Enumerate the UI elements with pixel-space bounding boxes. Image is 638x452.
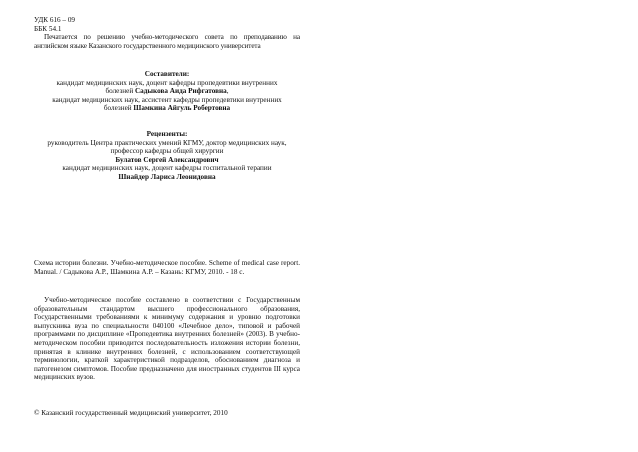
compiler-1-name: Садыкова Аида Рифгатовна [134,87,227,96]
abstract: Учебно-методическое пособие составлено в соответствии с Государственным образовательным стандартом высшего профессионального образования, Государственными требованиями к минимуму содержания и уровню подготовки выпускника вуза по специальности 040100 «Лечебное дело», типовой и рабочей программами по дисциплине «Пропедевтика внутренних болезней» (2003). В учебно-методическом пособии приводится последовательность изложения истории болезни, принятая в клинике внутренних болезней, с использованием соответствующей терминологии, краткой характеристикой подразделов, обоснованием диагноза и патогенезом симптомов. Пособие предназначено для иностранных студентов III курса медицинских вузов. [34,296,300,382]
compiler-1-comma: , [226,87,229,96]
compiler-1-dept-tail: болезней [105,87,135,96]
reviewer-2-position: кандидат медицинских наук, доцент кафедры госпитальной терапии [62,164,272,173]
reviewer-1-name: Булатов Сергей Александрович [115,155,219,164]
compiler-2-position: кандидат медицинских наук, ассистент кафедры пропедевтики внутренних [52,95,282,104]
copyright: © Казанский государственный медицинский университет, 2010 [34,409,228,417]
header-block [34,16,300,50]
compilers-heading: Составители: [144,70,190,78]
compiler-2-name: Шамкина Айгуль Робертовна [133,104,231,113]
compiler-2-dept-tail: болезней [103,104,134,113]
reviewers-heading: Рецензенты: [146,130,188,138]
citation: Схема истории болезни. Учебно-методическое пособие. Scheme of medical case report. Manual. / Садыкова А.Р., Шамкина А.Р. – Казань: КГМУ, 2010. - 18 с. [34,259,300,276]
compilers-block [34,70,300,113]
compiler-2-name-line [34,104,300,113]
bbk-code: ББК 54.1 [34,24,62,33]
reviewer-2-name: Шнайдер Лариса Леонидовна [118,172,216,181]
approval-note: Печатается по решению учебно-методического совета по преподаванию на английском языке Казанского государственного медицинского университета [34,33,300,50]
reviewer-1-position-cont: профессор кафедры общей хирургии [110,147,224,156]
compiler-1-name-line [34,87,300,96]
reviewer-1-position: руководитель Центра практических умений КГМУ, доктор медицинских наук, [47,138,287,147]
reviewers-block [34,130,300,182]
compiler-1-position: кандидат медицинских наук, доцент кафедры пропедевтики внутренних [56,78,278,87]
udk-code: УДК 616 – 09 [34,16,76,24]
